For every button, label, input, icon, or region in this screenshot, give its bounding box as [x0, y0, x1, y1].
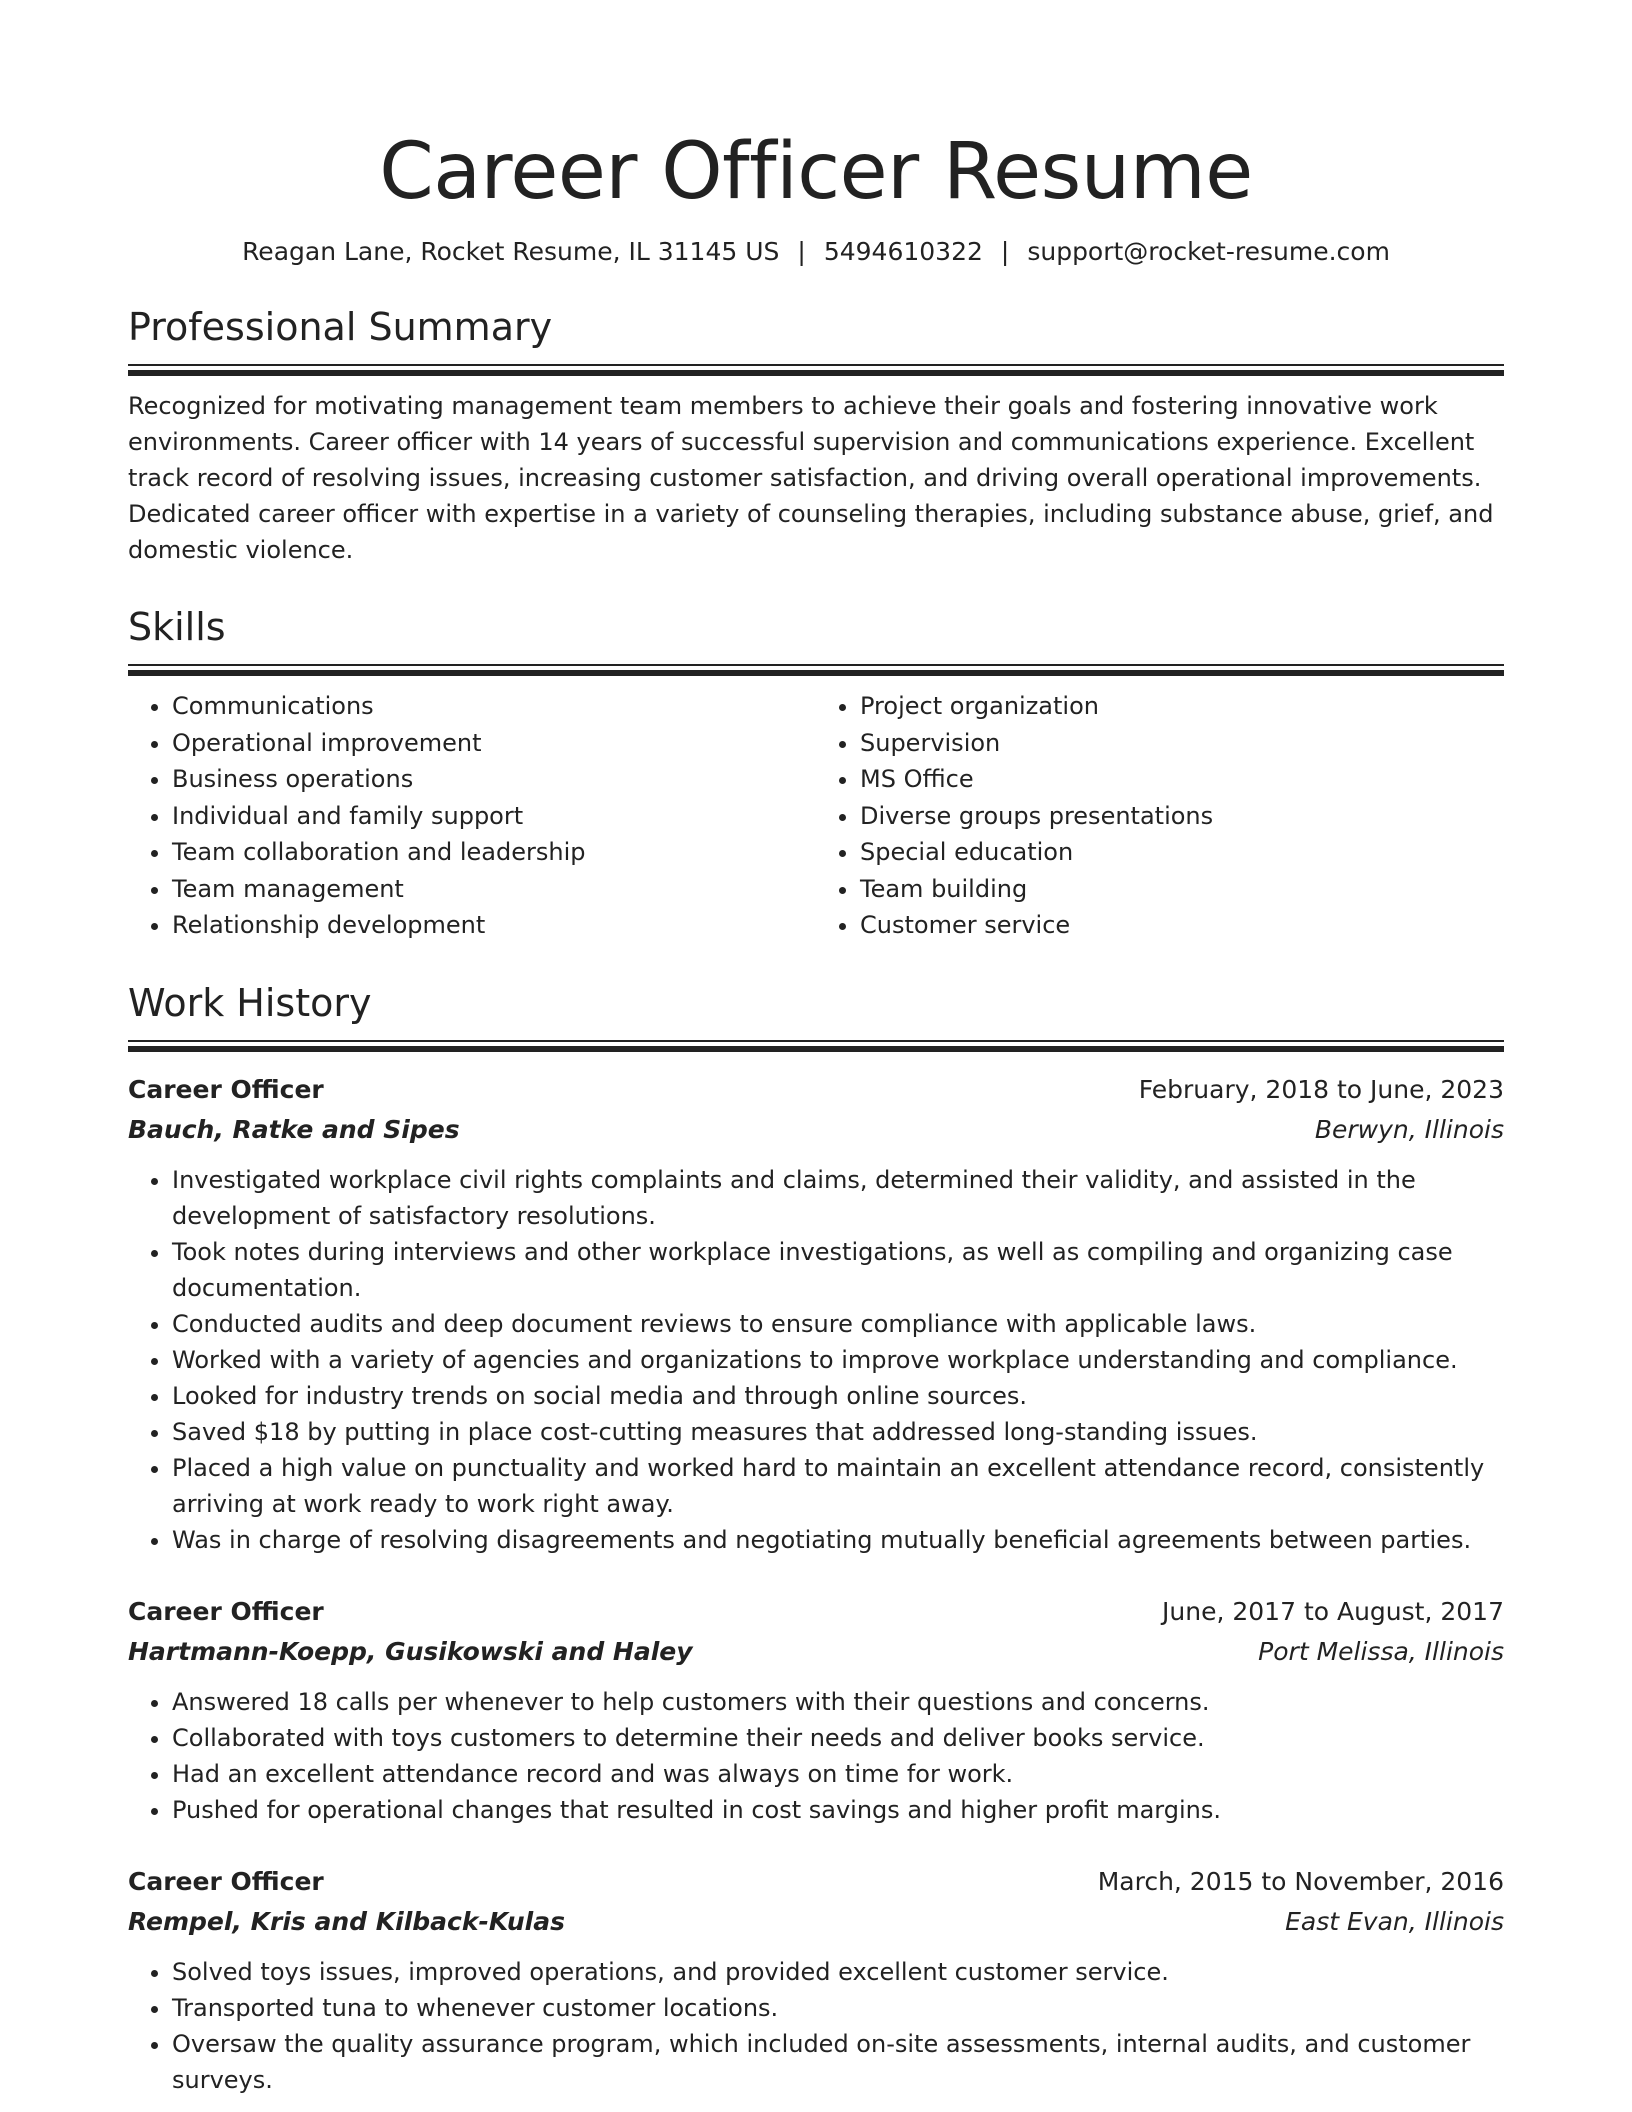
job-company-row [128, 1902, 1504, 1942]
skill-item: • Operational improvement [172, 725, 816, 762]
skill-item: • Project organization [860, 688, 1504, 725]
contact-phone: 5494610322 [823, 237, 983, 266]
skill-item: • Team collaboration and leadership [172, 834, 816, 871]
section-divider [128, 364, 1504, 376]
job-location: East Evan, Illinois [1285, 1906, 1504, 1936]
professional-summary-section [128, 302, 1504, 568]
summary-text: Recognized for motivating management team members to achieve their goals and fostering innovative work environments. Career officer with 14 years of successful supervision and communications experience. Excellent track record of resolving issues, increasing customer satisfaction, and driving overall operational improvements. Dedicated career officer with expertise in a variety of counseling therapies, including substance abuse, grief, and domestic violence. [128, 392, 1494, 564]
job-bullet: • Transported tuna to whenever customer locations. [172, 1990, 1504, 2026]
job-bullet: • Collaborated with toys customers to determine their needs and deliver books service. [172, 1720, 1504, 1756]
job-bullet: • Conducted audits and deep document reviews to ensure compliance with applicable laws. [172, 1306, 1504, 1342]
work-history-section [128, 978, 1504, 2098]
job-title: Career Officer [128, 1866, 324, 1896]
job-bullets [128, 1684, 1504, 1828]
job-dates: June, 2017 to August, 2017 [1162, 1596, 1504, 1626]
job-header-row [128, 1592, 1504, 1632]
skill-item: • Diverse groups presentations [860, 798, 1504, 835]
contact-address: Reagan Lane, Rocket Resume, IL 31145 US [242, 237, 780, 266]
skill-item: • Business operations [172, 761, 816, 798]
job-company-row [128, 1632, 1504, 1672]
job-bullet: • Placed a high value on punctuality and worked hard to maintain an excellent attendance record, consistently arriving at work ready to work right away. [172, 1450, 1504, 1522]
job-bullet: • Took notes during interviews and other workplace investigations, as well as compiling and organizing case documentation. [172, 1234, 1504, 1306]
job-entry [128, 1862, 1504, 2098]
skills-column-left [128, 688, 816, 944]
skill-item: • Team building [860, 871, 1504, 908]
skill-item: • Individual and family support [172, 798, 816, 835]
skill-item: • Supervision [860, 725, 1504, 762]
job-bullet: • Investigated workplace civil rights complaints and claims, determined their validity, and assisted in the development of satisfactory resolutions. [172, 1162, 1504, 1234]
job-location: Berwyn, Illinois [1314, 1114, 1504, 1144]
job-title: Career Officer [128, 1596, 324, 1626]
skill-item: • Team management [172, 871, 816, 908]
section-divider [128, 1040, 1504, 1052]
job-header-row [128, 1862, 1504, 1902]
job-company: Bauch, Ratke and Sipes [128, 1114, 460, 1144]
skills-section [128, 602, 1504, 944]
job-bullet: • Was in charge of resolving disagreements and negotiating mutually beneficial agreements between parties. [172, 1522, 1504, 1558]
job-bullet: • Solved toys issues, improved operations, and provided excellent customer service. [172, 1954, 1504, 1990]
skill-item: • MS Office [860, 761, 1504, 798]
job-dates: March, 2015 to November, 2016 [1097, 1866, 1504, 1896]
skills-column-right [816, 688, 1504, 944]
job-bullet: • Worked with a variety of agencies and organizations to improve workplace understanding and compliance. [172, 1342, 1504, 1378]
skill-item: • Communications [172, 688, 816, 725]
section-heading-skills: Skills [128, 605, 226, 649]
job-bullets [128, 1954, 1504, 2098]
job-bullet: • Pushed for operational changes that resulted in cost savings and higher profit margins. [172, 1792, 1504, 1828]
job-dates: February, 2018 to June, 2023 [1138, 1074, 1504, 1104]
job-bullet: • Answered 18 calls per whenever to help customers with their questions and concerns. [172, 1684, 1504, 1720]
skills-list [128, 688, 1504, 944]
skill-item: • Relationship development [172, 907, 816, 944]
contact-separator: | [1000, 237, 1010, 266]
section-divider [128, 664, 1504, 676]
job-entry [128, 1070, 1504, 1558]
job-bullet: • Saved $18 by putting in place cost-cutting measures that addressed long-standing issues. [172, 1414, 1504, 1450]
job-bullets [128, 1162, 1504, 1558]
job-bullet: • Oversaw the quality assurance program, which included on-site assessments, internal audits, and customer surveys. [172, 2026, 1504, 2098]
job-bullet: • Had an excellent attendance record and was always on time for work. [172, 1756, 1504, 1792]
job-company-row [128, 1110, 1504, 1150]
job-location: Port Melissa, Illinois [1258, 1636, 1504, 1666]
job-header-row [128, 1070, 1504, 1110]
job-title: Career Officer [128, 1074, 324, 1104]
contact-separator: | [797, 237, 806, 266]
job-company: Rempel, Kris and Kilback-Kulas [128, 1906, 565, 1936]
job-company: Hartmann-Koepp, Gusikowski and Haley [128, 1636, 693, 1666]
skill-item: • Special education [860, 834, 1504, 871]
resume-title: Career Officer Resume [379, 127, 1253, 217]
section-heading-work-history: Work History [128, 980, 372, 1025]
contact-line [128, 236, 1504, 268]
job-entry [128, 1592, 1504, 1828]
contact-email: support@rocket-resume.com [1027, 237, 1390, 266]
skill-item: • Customer service [860, 907, 1504, 944]
section-heading-summary: Professional Summary [128, 305, 553, 349]
resume-page [128, 0, 1504, 2098]
job-bullet: • Looked for industry trends on social media and through online sources. [172, 1378, 1504, 1414]
